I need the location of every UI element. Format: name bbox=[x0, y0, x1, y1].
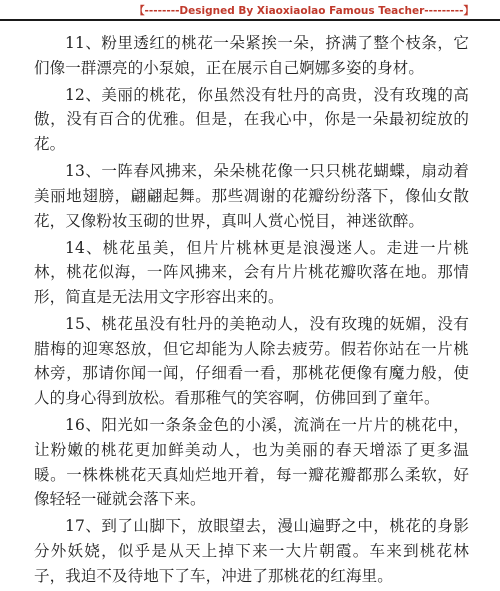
paragraph-13: 13、一阵春风拂来，朵朵桃花像一只只桃花蝴蝶，扇动着美丽地翅膀，翩翩起舞。那些凋谢的花瓣纷纷落下，像仙女散花，又像粉妆玉砌的世界，真叫人赏心悦目，神迷欲醉。 bbox=[34, 162, 469, 230]
paragraph-17: 17、到了山脚下，放眼望去，漫山遍野之中，桃花的身影分外妖娆，似乎是从天上掉下来一大片朝霞。车来到桃花林子，我迫不及待地下了车，冲进了那桃花的红海里。 bbox=[34, 517, 469, 585]
paragraph-16: 16、阳光如一条条金色的小溪，流淌在一片片的桃花中，让粉嫩的桃花更加鲜美动人，也为美丽的春天增添了更多温暖。一株株桃花天真灿烂地开着，每一瓣花瓣都那么柔软，好像轻轻一碰就会落下来。 bbox=[34, 416, 469, 509]
paragraph-11: 11、粉里透红的桃花一朵紧挨一朵，挤满了整个枝条，它们像一群漂亮的小泵娘，正在展示自己婀娜多姿的身材。 bbox=[34, 34, 469, 77]
article-body bbox=[34, 31, 469, 591]
paragraph-12: 12、美丽的桃花，你虽然没有牡丹的高贵，没有玫瑰的高傲，没有百合的优雅。但是，在我心中，你是一朵最初绽放的花。 bbox=[34, 85, 469, 154]
header-banner: 【--------Designed By Xiaoxiaolao Famous Teacher---------】 bbox=[134, 5, 474, 17]
paragraph-15: 15、桃花虽没有牡丹的美艳动人，没有玫瑰的妩媚，没有腊梅的迎寒怒放，但它却能为人除去疲劳。假若你站在一片桃林旁，那请你闻一闻，仔细看一看，那桃花便像有魔力般，使人的身心得到放松。看那稚气的笑容啊，仿佛回到了童年。 bbox=[34, 314, 469, 408]
header-divider bbox=[0, 19, 500, 21]
paragraph-14: 14、桃花虽美，但片片桃林更是浪漫迷人。走进一片桃林，桃花似海，一阵风拂来，会有片片桃花瓣吹落在地。那情形，简直是无法用文字形容出来的。 bbox=[34, 238, 469, 306]
